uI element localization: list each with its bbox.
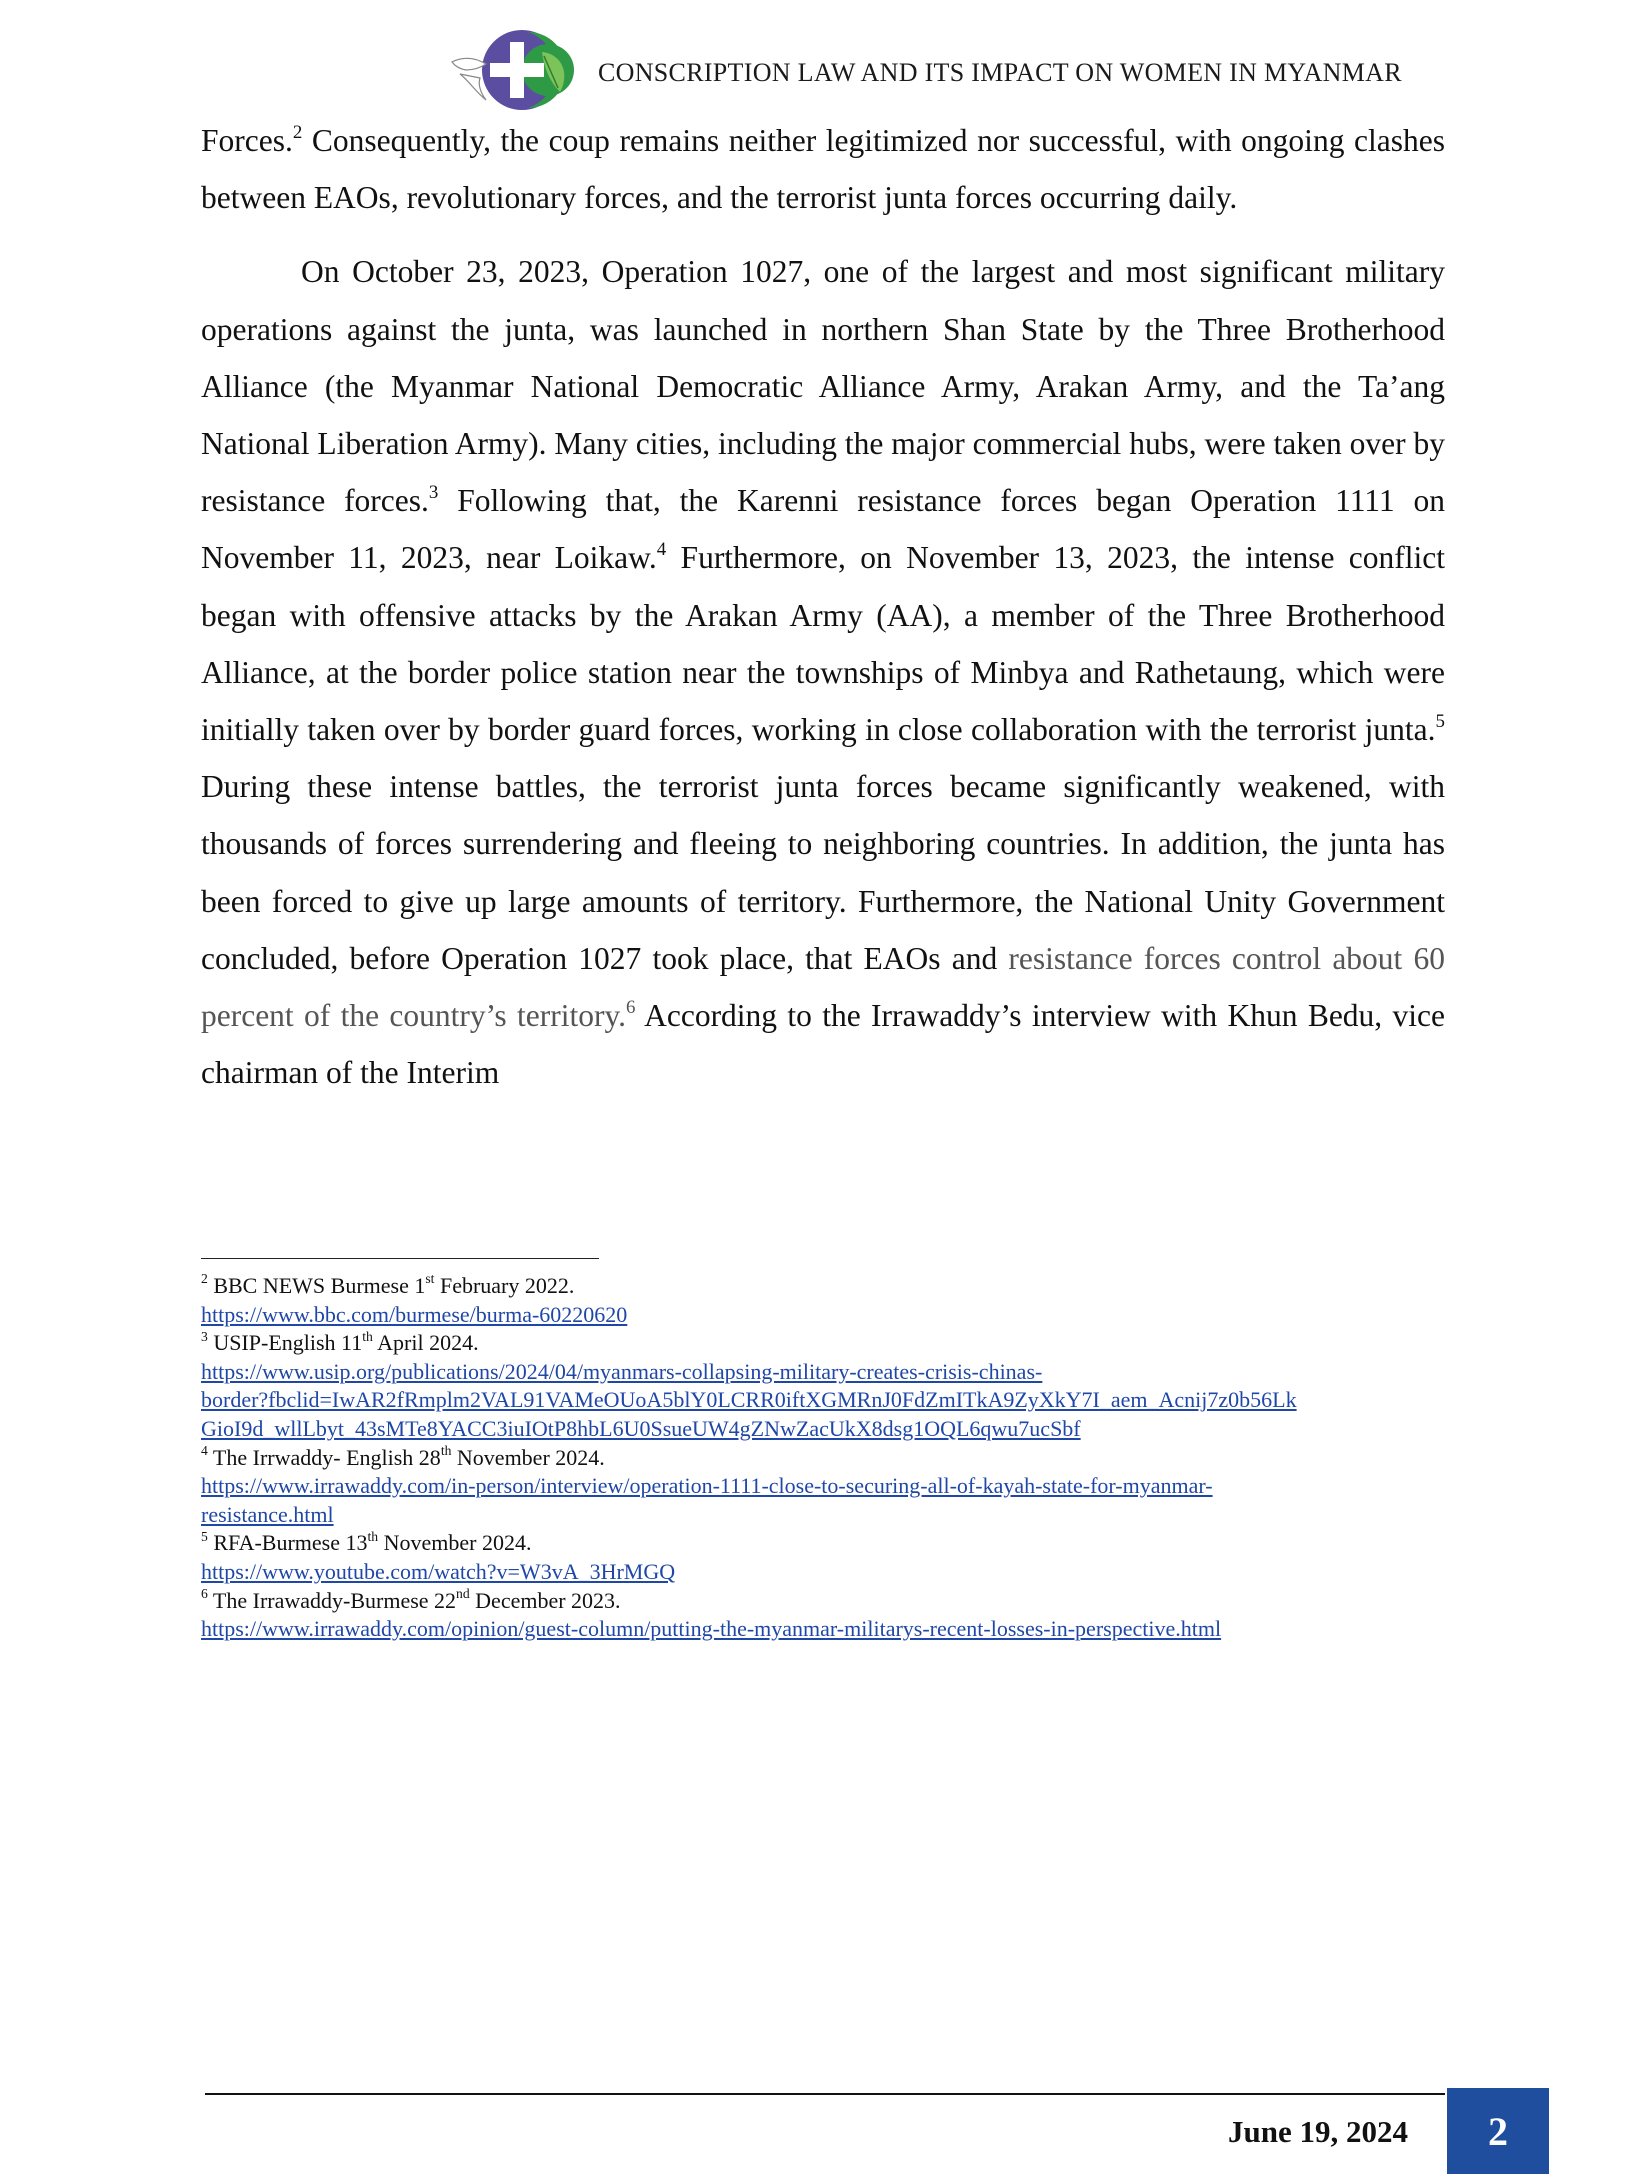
footnote-ref-5[interactable]: 5 [1435, 710, 1445, 732]
footnote-4-link-line-1[interactable]: https://www.irrawaddy.com/in-person/interview/operation-1111-close-to-securing-all-of-kayah-state-for-myanmar- [201, 1473, 1213, 1499]
footnote-2-link[interactable]: https://www.bbc.com/burmese/burma-60220620 [201, 1301, 628, 1327]
document-title: CONSCRIPTION LAW AND ITS IMPACT ON WOMEN IN MYANMAR [598, 58, 1402, 87]
footnote-3-link-line-3[interactable]: GioI9d_wllLbyt_43sMTe8YACC3iuIOtP8hbL6U0SsueUW4gZNwZacUkX8dsg1OQL6qwu7ucSbf [201, 1415, 1081, 1441]
footnote-ref-6[interactable]: 6 [626, 996, 636, 1018]
page-number-box [1447, 2088, 1549, 2174]
footnote-5-link[interactable]: https://www.youtube.com/watch?v=W3vA_3HrMGQ [201, 1558, 676, 1584]
footnote-separator [201, 1258, 599, 1259]
organization-logo [450, 22, 580, 117]
footnote-ref-2[interactable]: 2 [292, 121, 303, 143]
main-body [201, 112, 1445, 1101]
footnote-3-link-line-1[interactable]: https://www.usip.org/publications/2024/04/myanmars-collapsing-military-creates-crisis-chinas- [201, 1358, 1043, 1384]
footnote-6-link[interactable]: https://www.irrawaddy.com/opinion/guest-column/putting-the-myanmar-militarys-recent-losses-in-perspective.html [201, 1616, 1222, 1642]
footnote-4-link-line-2[interactable]: resistance.html [201, 1501, 334, 1527]
footnote-6: $^6$ The Irrawaddy-Burmese 22nd December 2023. [201, 1585, 621, 1613]
paragraph-1: Forces.$^2$ Consequently, the coup remains neither legitimized nor successful, with ongoing clashes between EAOs, revolutionary forces, and the terrorist junta forces occurring daily. [201, 121, 1445, 216]
footnote-3: $^3$ USIP-English 11th April 2024. [201, 1328, 479, 1356]
page-header [450, 22, 1450, 122]
footnote-2: $^2$ BBC NEWS Burmese 1st February 2022. [201, 1271, 575, 1298]
footer-date: June 19, 2024 [1228, 2114, 1408, 2149]
footnote-4: $^4$ The Irrwaddy- English 28th November 2024. [201, 1442, 605, 1470]
footer-rule [205, 2093, 1445, 2095]
footnote-5: $^5$ RFA-Burmese 13th November 2024. [201, 1528, 532, 1556]
footnotes [201, 1272, 1451, 1644]
footnote-ref-3[interactable]: 3 [428, 481, 439, 503]
footnote-ref-4[interactable]: 4 [656, 539, 667, 561]
page-number: 2 [1488, 2108, 1508, 2154]
footnote-3-link-line-2[interactable]: border?fbclid=IwAR2fRmplm2VAL91VAMeOUoA5blY0LCRR0iftXGMRnJ0FdZmITkA9ZyXkY7I_aem_Acnij7z0b56Lk [201, 1387, 1297, 1413]
paragraph-2: On October 23, 2023, Operation 1027, one of the largest and most significant military operations against the junta, was launched in northern Shan State by the Three Brotherhood Alliance (the Myanmar National Democratic Alliance Army, Arakan Army, and the Ta’ang National Liberation Army). Many cities, including the major commercial hubs, were taken over by resistance forces.$^3$ Following that, the Karenni resistance forces began Operation 1111 on November 11, 2023, near Loikaw.$^4$ Furthermore, on November 13, 2023, the intense conflict began with offensive attacks by the Arakan Army (AA), a member of the Three Brotherhood Alliance, at the border police station near the townships of Minbya and Rathetaung, which were initially taken over by border guard forces, working in close collaboration with the terrorist junta.$^5$ During these intense battles, the terrorist junta forces became significantly weakened, with thousands of forces surrendering and fleeing to neighboring countries. In addition, the junta has been forced to give up large amounts of territory. Furthermore, the National Unity Government concluded, before Operation 1027 took place, that EAOs and resistance forces control about 60 percent of the country’s territory.$^6$ According to the Irrawaddy’s interview with Khun Bedu, vice chairman of the Interim [201, 254, 1445, 1091]
